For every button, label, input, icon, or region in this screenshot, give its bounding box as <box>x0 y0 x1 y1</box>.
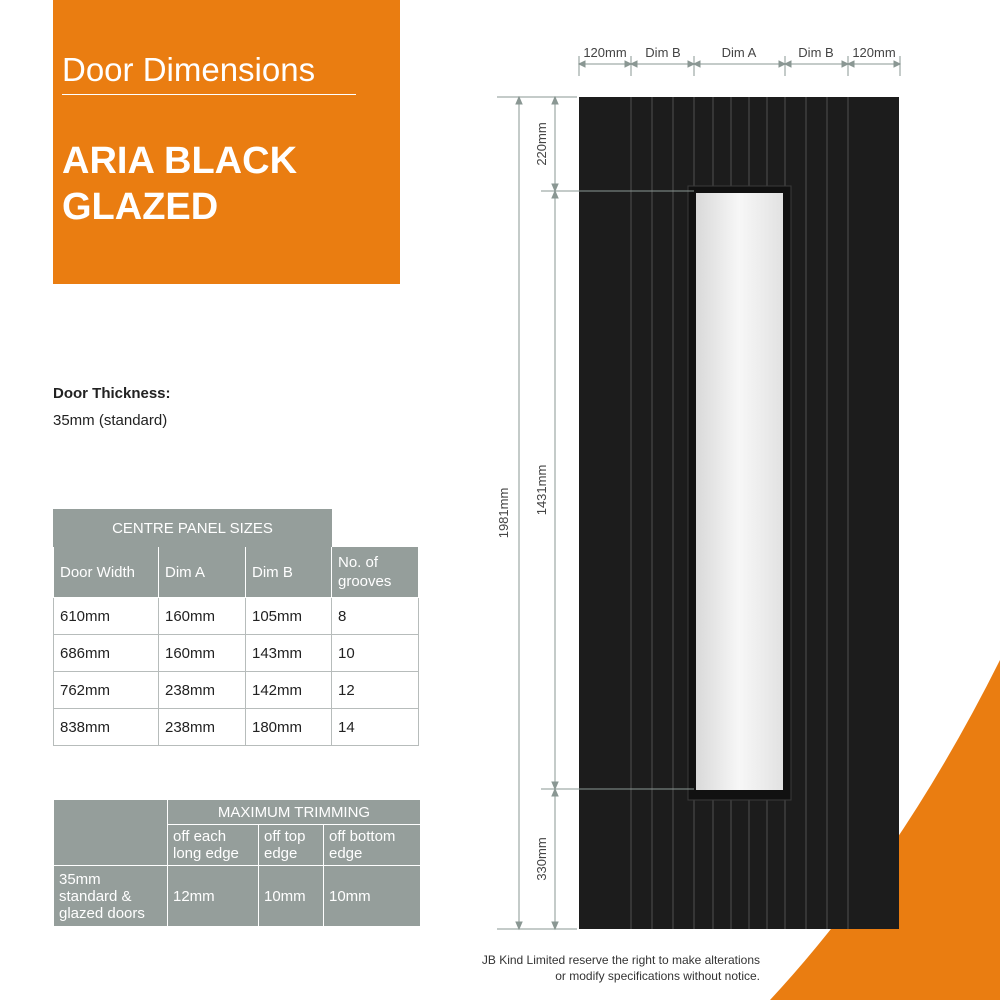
header-door-width: Door Width <box>54 547 159 598</box>
top-dim-label: Dim B <box>798 45 834 60</box>
page-subtitle: Door Dimensions <box>62 51 316 88</box>
header-grooves: No. of grooves <box>332 547 419 598</box>
top-rail-label: 220mm <box>534 122 549 166</box>
centre-panel-caption: CENTRE PANEL SIZES <box>54 510 332 547</box>
header-dim-a: Dim A <box>159 547 246 598</box>
top-dim-label: Dim A <box>721 45 757 60</box>
top-dim-label: 120mm <box>852 45 896 60</box>
cell-grooves: 14 <box>332 709 419 746</box>
glass-panel <box>696 193 783 790</box>
disclaimer-line-2: or modify specifications without notice. <box>555 969 760 983</box>
cell-top-edge: 10mm <box>259 866 324 927</box>
header-off-long-edge: off each long edge <box>168 825 259 866</box>
row-label: 35mm standard & glazed doors <box>54 866 168 927</box>
cell-dim-b: 142mm <box>246 672 332 709</box>
glass-height-label: 1431mm <box>534 464 549 516</box>
cell-grooves: 10 <box>332 635 419 672</box>
disclaimer <box>482 952 760 984</box>
top-dim-label: 120mm <box>583 45 627 60</box>
header-dim-b: Dim B <box>246 547 332 598</box>
thickness-value: 35mm (standard) <box>53 412 168 429</box>
bottom-rail-label: 330mm <box>534 837 549 881</box>
header-off-top-edge: off top edge <box>259 825 324 866</box>
cell-dim-a: 160mm <box>159 598 246 635</box>
cell-door-width: 762mm <box>54 672 159 709</box>
product-title-line-1: ARIA BLACK <box>62 140 298 182</box>
overall-height-label: 1981mm <box>496 487 511 539</box>
cell-dim-a: 238mm <box>159 709 246 746</box>
cell-door-width: 610mm <box>54 598 159 635</box>
cell-grooves: 12 <box>332 672 419 709</box>
cell-grooves: 8 <box>332 598 419 635</box>
trimming-caption: MAXIMUM TRIMMING <box>168 800 421 825</box>
thickness-label: Door Thickness: <box>53 385 171 402</box>
header-off-bottom-edge: off bottom edge <box>324 825 421 866</box>
top-dim-label: Dim B <box>645 45 681 60</box>
cell-dim-b: 105mm <box>246 598 332 635</box>
cell-dim-a: 160mm <box>159 635 246 672</box>
cell-bottom-edge: 10mm <box>324 866 421 927</box>
disclaimer-line-1: JB Kind Limited reserve the right to make alterations <box>481 953 760 967</box>
cell-dim-a: 238mm <box>159 672 246 709</box>
cell-long-edge: 12mm <box>168 866 259 927</box>
cell-dim-b: 143mm <box>246 635 332 672</box>
cell-dim-b: 180mm <box>246 709 332 746</box>
cell-door-width: 838mm <box>54 709 159 746</box>
product-title-line-2: GLAZED <box>62 186 219 228</box>
cell-door-width: 686mm <box>54 635 159 672</box>
